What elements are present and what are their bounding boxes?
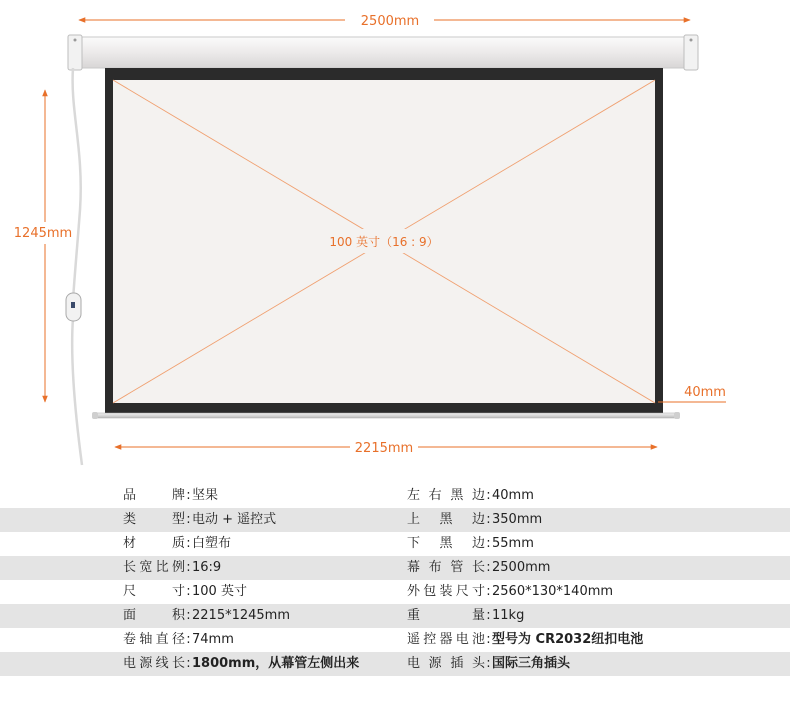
projection-screen <box>105 68 663 413</box>
spec-row <box>0 508 790 532</box>
spec-separator: : <box>186 536 191 551</box>
housing-body <box>72 37 698 68</box>
spec-label: 遥控器电池 <box>407 632 485 647</box>
spec-value: 坚果 <box>192 488 219 503</box>
bottom-bar <box>92 412 680 419</box>
spec-value: 国际三角插头 <box>492 656 571 671</box>
spec-right-cell <box>407 556 550 580</box>
spec-label: 外包装尺寸 <box>407 584 485 599</box>
spec-separator: : <box>486 584 491 599</box>
spec-separator: : <box>486 488 491 503</box>
spec-label: 卷轴直径 <box>123 632 185 647</box>
spec-value: 11kg <box>492 608 525 623</box>
spec-right-cell <box>407 604 524 628</box>
side-border-label: 40mm <box>684 385 726 400</box>
spec-separator: : <box>486 632 491 647</box>
spec-separator: : <box>186 584 191 599</box>
spec-value: 2215*1245mm <box>192 608 290 623</box>
top-width-label: 2500mm <box>360 14 420 29</box>
spec-label: 上黑边 <box>407 512 485 527</box>
spec-separator: : <box>486 608 491 623</box>
spec-label: 重量 <box>407 608 485 623</box>
spec-label: 电源插头 <box>407 656 485 671</box>
spec-row <box>0 484 790 508</box>
spec-left-cell <box>123 532 231 556</box>
spec-value: 2560*130*140mm <box>492 584 614 599</box>
spec-separator: : <box>186 488 191 503</box>
viewing-width-label: 2215mm <box>354 441 414 456</box>
spec-left-cell <box>123 556 221 580</box>
spec-separator: : <box>486 512 491 527</box>
spec-value: 型号为 CR2032纽扣电池 <box>492 632 644 647</box>
spec-left-cell <box>123 508 276 532</box>
spec-value: 16:9 <box>192 560 222 575</box>
spec-right-cell <box>407 580 613 604</box>
spec-value: 白塑布 <box>192 536 232 551</box>
spec-separator: : <box>186 656 191 671</box>
spec-value: 55mm <box>492 536 534 551</box>
spec-value: 350mm <box>492 512 543 527</box>
cord-switch-button <box>71 302 75 308</box>
bottom-bar-rod <box>96 413 676 418</box>
spec-label: 面积 <box>123 608 185 623</box>
spec-row <box>0 628 790 652</box>
spec-left-cell <box>123 484 218 508</box>
housing-right-screw <box>690 39 693 42</box>
spec-row <box>0 580 790 604</box>
spec-value: 1800mm，从幕管左侧出来 <box>192 656 360 671</box>
roller-housing <box>68 35 698 70</box>
bottom-bar-left-end <box>92 412 98 419</box>
viewing-width-dimension <box>115 441 657 456</box>
side-border-dimension <box>658 385 726 402</box>
spec-value: 74mm <box>192 632 234 647</box>
housing-left-screw <box>74 39 77 42</box>
spec-value: 2500mm <box>492 560 551 575</box>
spec-right-cell <box>407 532 534 556</box>
spec-left-cell <box>123 652 359 676</box>
cord-line-lower <box>72 318 82 465</box>
spec-label: 长宽比例 <box>123 560 185 575</box>
spec-separator: : <box>486 656 491 671</box>
spec-label: 电源线长 <box>123 656 185 671</box>
height-label: 1245mm <box>13 226 73 241</box>
spec-left-cell <box>123 604 290 628</box>
height-dimension <box>14 90 72 402</box>
cord-line <box>73 68 81 300</box>
spec-separator: : <box>186 632 191 647</box>
spec-label: 尺寸 <box>123 584 185 599</box>
spec-value: 40mm <box>492 488 534 503</box>
spec-separator: : <box>186 560 191 575</box>
spec-label: 下黑边 <box>407 536 485 551</box>
spec-value: 电动 + 遥控式 <box>192 512 277 527</box>
spec-right-cell <box>407 628 643 652</box>
spec-left-cell <box>123 628 234 652</box>
spec-separator: : <box>486 536 491 551</box>
spec-row <box>0 604 790 628</box>
spec-label: 左右黑边 <box>407 488 485 503</box>
spec-row <box>0 556 790 580</box>
spec-row <box>0 652 790 676</box>
spec-label: 材质 <box>123 536 185 551</box>
spec-separator: : <box>186 512 191 527</box>
spec-row <box>0 532 790 556</box>
spec-separator: : <box>186 608 191 623</box>
spec-right-cell <box>407 484 534 508</box>
screen-size-label: 100 英寸（16 : 9） <box>329 235 439 249</box>
spec-value: 100 英寸 <box>192 584 247 599</box>
spec-label: 类型 <box>123 512 185 527</box>
power-cord <box>66 68 82 465</box>
spec-label: 品牌 <box>123 488 185 503</box>
spec-left-cell <box>123 580 247 604</box>
spec-label: 幕布管长 <box>407 560 485 575</box>
spec-separator: : <box>486 560 491 575</box>
spec-right-cell <box>407 652 570 676</box>
top-width-dimension <box>79 14 690 29</box>
spec-right-cell <box>407 508 542 532</box>
bottom-bar-right-end <box>674 412 680 419</box>
spec-table <box>0 484 790 676</box>
